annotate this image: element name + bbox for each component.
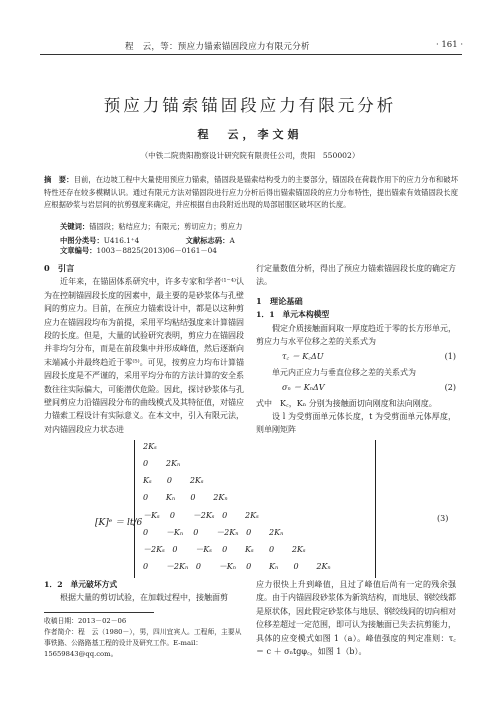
matrix-row: 2Kₛ: [143, 442, 157, 451]
authors: 程 云，李文娟: [197, 128, 303, 141]
article-no-label: 文章编号：: [60, 246, 97, 255]
keywords: [60, 222, 242, 232]
right-bottom-text: 应力很快上升到峰值，且过了峰值后尚有一定的残余强度。由于内锚固段砂浆体为新筑结构，而地层、钢绞线都是原状体，因此假定砂浆体与地层、钢绞线间的切向相对位移差超过一定范围，即可认为接触面已失去抗剪能力，具体的应变模式如图 1（a）。峰值强度的判定准则：τ꜀ ＝ c ＋ σₙtgφ꜀，如图 1（b）。: [256, 580, 456, 657]
matrix-label: [K]ᵉ ＝ lt/6: [95, 518, 143, 528]
right-column: [256, 262, 456, 437]
matrix-intro: 设 l 为受剪面单元体长度，t 为受剪面单元体厚度，则单刚矩阵: [256, 412, 456, 435]
abstract: [44, 174, 458, 212]
affiliation: （中铁二院贵阳勘察设计研究院有限责任公司，贵阳 550002）: [140, 151, 360, 160]
matrix-row: －2Kₛ 0 －Kₛ 0 Kₛ 0 2Kₛ: [143, 545, 306, 554]
doc-code-value: A: [229, 236, 235, 245]
subsection-failure-heading: 1．2 单元破坏方式: [44, 580, 118, 589]
equation-2: [256, 381, 456, 394]
abstract-label: 摘 要：: [44, 175, 74, 184]
page-number: · 161 ·: [436, 40, 464, 50]
equation-1-number: (1): [444, 352, 456, 362]
cls-value: U416.1⁺4: [103, 236, 140, 245]
section-intro-heading: 0 引言: [44, 263, 75, 273]
footnote-rule: [44, 612, 154, 613]
article-no-value: 1003－8825(2013)06－0161－04: [96, 246, 217, 255]
failure-paragraph: 根据大量的剪切试验，在加载过程中，接触面剪: [60, 593, 228, 603]
stiffness-matrix: [134, 440, 376, 578]
symbol-definition: 式中 K꜀，Kₙ 分别为接触面切向刚度和法向刚度。: [256, 398, 437, 408]
normal-stress-paragraph: 单元内正应力与垂直位移之差的关系式为: [272, 367, 416, 377]
classification-row: [60, 236, 480, 256]
model-paragraph: 假定介质接触面间取一厚度趋近于零的长方形单元，剪应力与水平位移之差的关系式为: [256, 323, 456, 347]
matrix-row: Kₛ 0 2Kₛ: [143, 476, 204, 485]
matrix-row: 0 2Kₙ: [143, 459, 181, 468]
matrix-row: －Kₛ 0 －2Kₛ 0 2Kₛ: [143, 511, 259, 520]
right-lower-column: [256, 578, 456, 658]
abstract-text: 目前，在边坡工程中大量使用预应力锚索，锚固段是锚索结构受力的主要部分，锚固段在荷载作用下的应力分布和破坏特性还存在较多模糊认识。通过有限元方法对锚固段进行应力分析后得出锚索锚固段的应力分布特性，提出锚索有效锚固段长度应根据砂浆与岩层间的抗剪强度来确定，并应根据自由段附近出现的局部屈服区破坏区的长度。: [44, 175, 458, 210]
keywords-label: 关键词：: [60, 222, 90, 231]
subsection-model-heading: 1．1 单元本构模型: [256, 310, 330, 320]
left-lower-column: [44, 578, 244, 605]
cls-label: 中图分类号：: [60, 236, 104, 245]
paper-title: 预应力锚索锚固段应力有限元分析: [103, 96, 397, 115]
matrix-row: 0 Kₙ 0 2Kₙ: [143, 493, 228, 502]
footnote: [44, 616, 244, 660]
doc-code-label: 文献标志码：: [185, 236, 230, 245]
header-rule: [40, 54, 462, 55]
intro-paragraph: 近年来，在锚固体系研究中，许多专家和学者⁽¹⁻⁴⁾认为在控制锚固段长度的因素中，最主要的是砂浆体与孔壁间的剪应力。目前，在预应力锚索设计中，都是以这种剪应力在锚固段均布为前提，采用平均粘结强度来计算锚固段的长度。但是，大量的试验研究表明，剪应力在锚固段并非均匀分布，而是在前段集中并形成峰值，然后逐渐向末端减小并最终趋近于零⁽⁵⁾。可见，按剪应力均布计算锚固段长度是不严谨的，采用平均分布的方法计算的安全系数往往实际偏大，可能潜伏危险。因此，探讨砂浆体与孔壁间剪应力沿锚固段分布的曲线模式及其特征值，对锚应力锚索工程设计有实际意义。在本文中，引入有限元法，对内锚固段应力状态进: [44, 277, 244, 434]
left-column: [44, 262, 244, 436]
matrix-row: 0 －2Kₙ 0 －Kₙ 0 Kₙ 0 2Kₙ: [143, 562, 331, 571]
received-date: 收稿日期：2013－02－06: [44, 617, 127, 625]
keywords-text: 锚固段；粘结应力；有限元；剪切应力；剪应力: [89, 222, 243, 231]
running-title: 程 云，等：预应力锚索锚固段应力有限元分析: [125, 42, 310, 52]
equation-3-number: (3): [437, 514, 449, 523]
equation-2-number: (2): [444, 383, 456, 393]
author-bio: 作者简介：程 云（1980－），男，四川宜宾人。工程师，主要从事铁路、公路路基工程的设计及研究工作。E-mail：15659843@qq.com。: [44, 628, 242, 658]
equation-1: [256, 350, 456, 363]
equation-1-expr: τ꜀ ＝ K꜀ΔU: [282, 352, 324, 362]
equation-2-expr: σₙ ＝ KₙΔV: [282, 383, 325, 393]
running-header: [0, 30, 500, 56]
right-top-text: 行定量数值分析，得出了预应力锚索锚固段长度的确定方法。: [256, 264, 456, 287]
matrix-row: 0 －Kₙ 0 －2Kₙ 0 2Kₙ: [143, 528, 284, 537]
section-theory-heading: 1 理论基础: [256, 295, 303, 306]
